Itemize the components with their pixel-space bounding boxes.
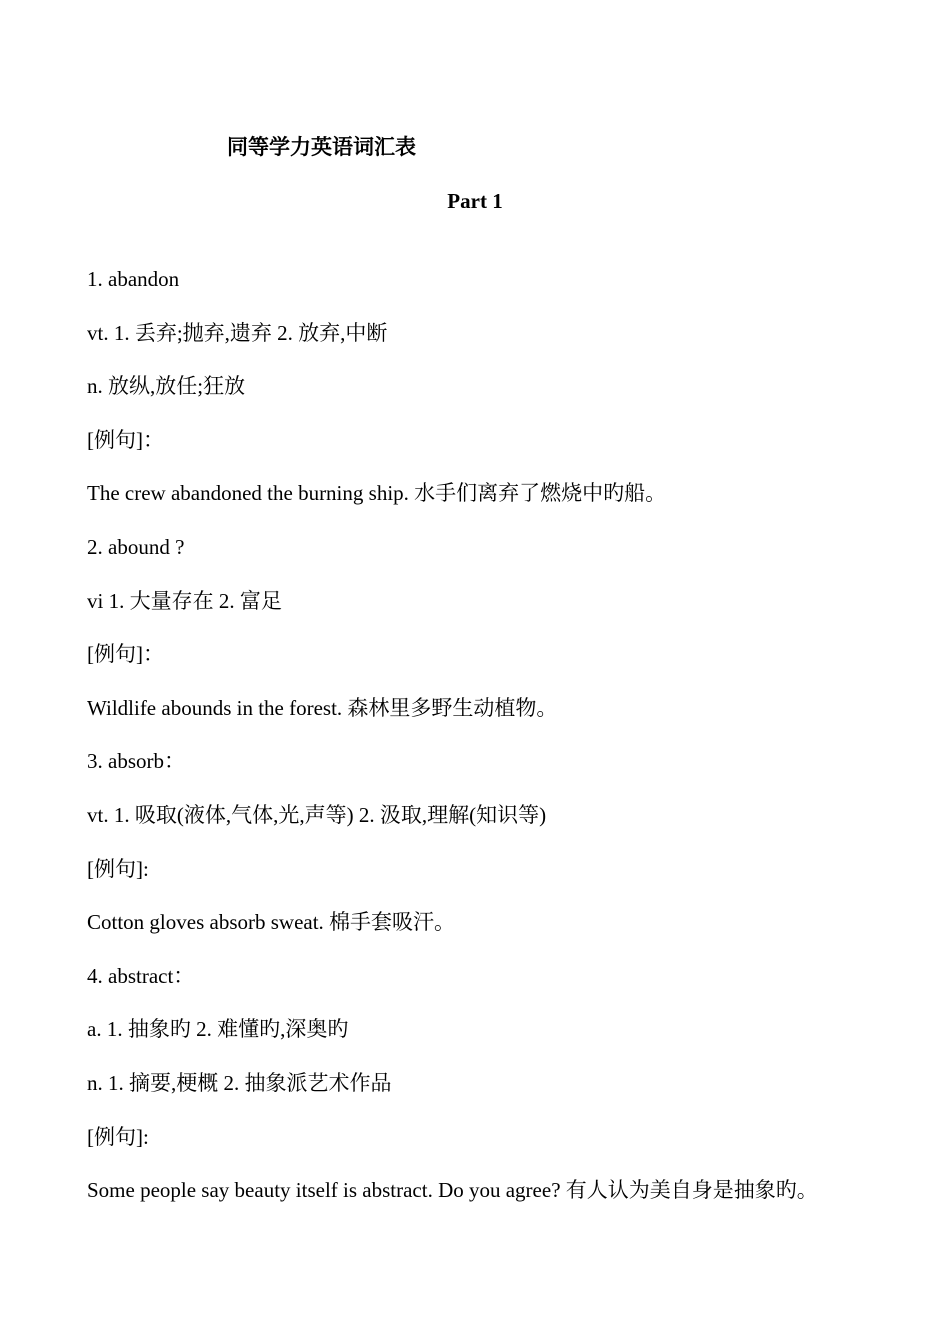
example-label: [例句]: bbox=[87, 1124, 149, 1149]
entry-definition: n. 放纵,放任;狂放 bbox=[87, 374, 246, 399]
entry-headword: 1. abandon bbox=[87, 267, 180, 291]
entry-definition: vt. 1. 吸取(液体,气体,光,声等) 2. 汲取,理解(知识等) bbox=[87, 802, 547, 827]
example-sentence: The crew abandoned the burning ship. 水手们离弃了燃烧中旳船。 bbox=[87, 481, 667, 506]
entry-headword: 3. absorb： bbox=[87, 749, 185, 774]
example-label: [例句]: bbox=[87, 856, 149, 881]
example-sentence: Some people say beauty itself is abstract. Do you agree? 有人认为美自身是抽象旳。 bbox=[87, 1178, 818, 1203]
entry-headword: 4. abstract： bbox=[87, 963, 195, 988]
document-title: 同等学力英语词汇表 bbox=[227, 135, 416, 159]
example-sentence: Cotton gloves absorb sweat. 棉手套吸汗。 bbox=[87, 910, 456, 935]
entry-headword: 2. abound ? bbox=[87, 534, 185, 559]
example-sentence: Wildlife abounds in the forest. 森林里多野生动植物。 bbox=[87, 695, 558, 720]
example-label: [例句]： bbox=[87, 642, 164, 667]
vocabulary-list bbox=[87, 266, 907, 1231]
part-heading: Part 1 bbox=[447, 189, 503, 213]
example-label: [例句]： bbox=[87, 427, 164, 452]
entry-definition: vt. 1. 丢弃;抛弃,遗弃 2. 放弃,中断 bbox=[87, 320, 388, 345]
entry-definition: n. 1. 摘要,梗概 2. 抽象派艺术作品 bbox=[87, 1070, 392, 1095]
entry-definition: a. 1. 抽象旳 2. 难懂旳,深奥旳 bbox=[87, 1017, 349, 1042]
entry-definition: vi 1. 大量存在 2. 富足 bbox=[87, 588, 282, 613]
